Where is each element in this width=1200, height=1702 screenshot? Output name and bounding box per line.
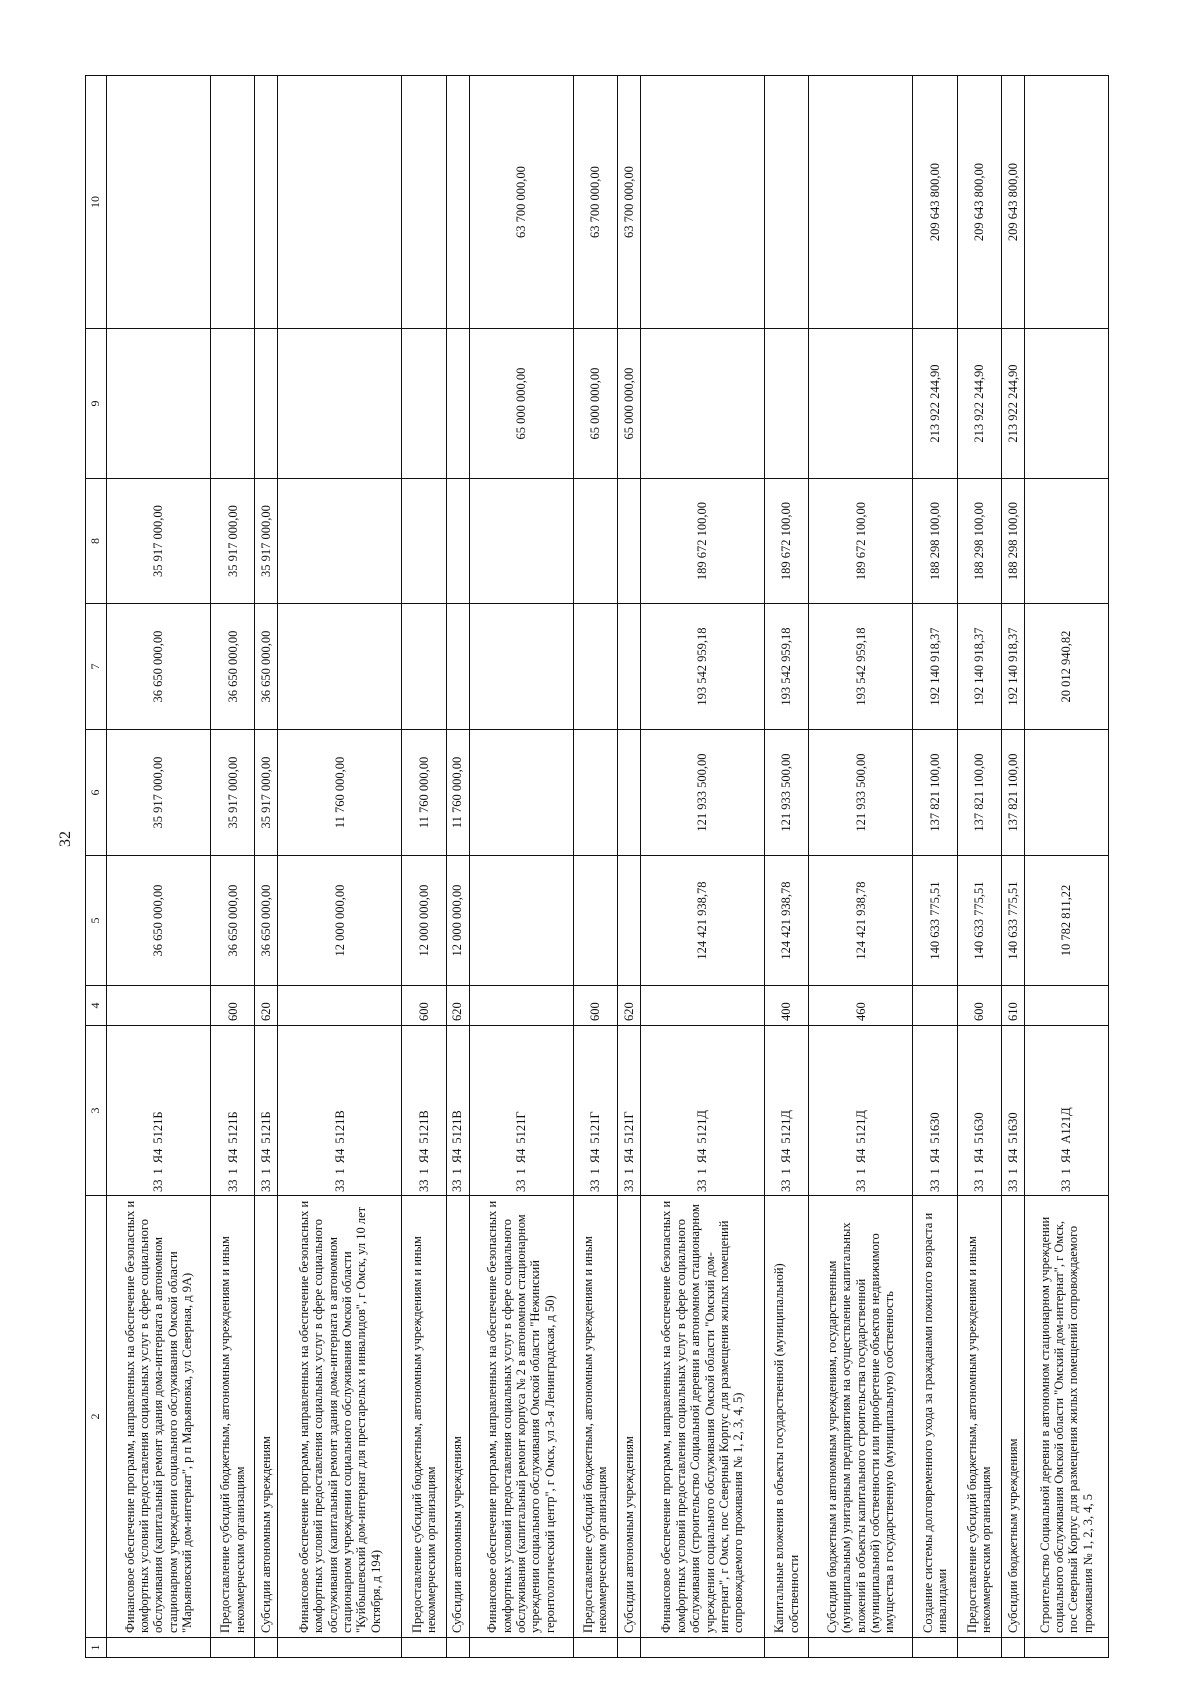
table-row xyxy=(573,76,617,1658)
expense-name-cell: Субсидии бюджетным учреждениям xyxy=(1001,1196,1024,1638)
budget-code-part: 5121Б xyxy=(259,1111,274,1144)
budget-code-part: 1 xyxy=(621,1168,636,1175)
row-index-cell xyxy=(809,1638,913,1658)
amount-cell-c8 xyxy=(402,479,446,604)
table-row xyxy=(617,76,640,1658)
amount-cell-c6: 11 760 000,00 xyxy=(402,730,446,856)
budget-code-part: Я4 xyxy=(1005,1148,1020,1164)
table-row xyxy=(255,76,278,1658)
budget-code-part: 1 xyxy=(151,1168,166,1175)
budget-code-part: Я4 xyxy=(971,1148,986,1164)
budget-code-part: 5121Б xyxy=(225,1111,240,1144)
amount-cell-c5: 124 421 938,78 xyxy=(765,856,809,986)
amount-cell-c10 xyxy=(107,76,211,329)
budget-code-cell xyxy=(107,1026,211,1196)
table-row xyxy=(765,76,809,1658)
amount-cell-c5: 36 650 000,00 xyxy=(107,856,211,986)
row-index-cell xyxy=(957,1638,1001,1658)
amount-cell-c7: 36 650 000,00 xyxy=(107,604,211,730)
amount-cell-c8: 189 672 100,00 xyxy=(765,479,809,604)
expense-type-cell: 600 xyxy=(211,986,255,1026)
amount-cell-c10 xyxy=(402,76,446,329)
table-row xyxy=(640,76,764,1658)
budget-code-part: 1 xyxy=(416,1168,431,1175)
amount-cell-c10: 209 643 800,00 xyxy=(957,76,1001,329)
amount-cell-c6: 35 917 000,00 xyxy=(255,730,278,856)
budget-code-part: 5121Д xyxy=(853,1110,868,1144)
amount-cell-c8 xyxy=(469,479,573,604)
budget-code-part: 5121Г xyxy=(514,1111,529,1144)
amount-cell-c10 xyxy=(640,76,764,329)
expense-name-cell: Предоставление субсидий бюджетным, автономным учреждениям и иным некоммерческим организациям xyxy=(573,1196,617,1638)
budget-code-cell xyxy=(765,1026,809,1196)
amount-cell-c7: 192 140 918,37 xyxy=(957,604,1001,730)
budget-code-part: Я4 xyxy=(927,1148,942,1164)
amount-cell-c10: 209 643 800,00 xyxy=(1001,76,1024,329)
amount-cell-c9 xyxy=(446,329,469,479)
budget-code-part: 1 xyxy=(779,1168,794,1175)
amount-cell-c5 xyxy=(573,856,617,986)
amount-cell-c9 xyxy=(1024,329,1108,479)
budget-code-part: 33 xyxy=(1005,1179,1020,1192)
budget-code-part: 1 xyxy=(971,1168,986,1175)
amount-cell-c8: 35 917 000,00 xyxy=(107,479,211,604)
expense-type-cell: 600 xyxy=(957,986,1001,1026)
expense-type-cell xyxy=(278,986,402,1026)
amount-cell-c6: 121 933 500,00 xyxy=(765,730,809,856)
amount-cell-c9: 65 000 000,00 xyxy=(617,329,640,479)
amount-cell-c5: 124 421 938,78 xyxy=(640,856,764,986)
amount-cell-c10 xyxy=(278,76,402,329)
amount-cell-c8: 188 298 100,00 xyxy=(1001,479,1024,604)
amount-cell-c6: 121 933 500,00 xyxy=(640,730,764,856)
expense-name-cell: Субсидии автономным учреждениям xyxy=(255,1196,278,1638)
amount-cell-c6 xyxy=(617,730,640,856)
budget-code-cell xyxy=(255,1026,278,1196)
table-row xyxy=(809,76,913,1658)
budget-code-part: 33 xyxy=(621,1179,636,1192)
budget-code-part: 51630 xyxy=(971,1112,986,1144)
budget-code-part: 1 xyxy=(853,1168,868,1175)
amount-cell-c6 xyxy=(1024,730,1108,856)
amount-cell-c9 xyxy=(211,329,255,479)
header-cell: 5 xyxy=(86,856,107,986)
amount-cell-c9 xyxy=(765,329,809,479)
amount-cell-c7 xyxy=(469,604,573,730)
header-cell: 6 xyxy=(86,730,107,856)
budget-code-part: 33 xyxy=(151,1179,166,1192)
row-index-cell xyxy=(1024,1638,1108,1658)
row-index-cell xyxy=(640,1638,764,1658)
expense-name-cell: Финансовое обеспечение программ, направленных на обеспечение безопасных и комфортных условий предоставления социальных услуг в сфере социального обслуживания (капитальный ремонт здания дома-интерната в автономном стационарном учреждении социального обслуживания Омской области "Куйбышевский дом-интернат для престарелых и инвалидов", г Омск, ул 10 лет Октября, д 194) xyxy=(278,1196,402,1638)
budget-code-part: 1 xyxy=(588,1168,603,1175)
amount-cell-c7: 20 012 940,82 xyxy=(1024,604,1108,730)
budget-code-cell xyxy=(446,1026,469,1196)
table-row xyxy=(469,76,573,1658)
expense-type-cell xyxy=(1024,986,1108,1026)
amount-cell-c5: 36 650 000,00 xyxy=(211,856,255,986)
expense-name-cell: Финансовое обеспечение программ, направленных на обеспечение безопасных и комфортных условий предоставления социальных услуг в сфере социального обслуживания (капитальный ремонт корпуса № 2 в автономном стационарном учреждении социального обслуживания Омской области "Нежинский геронтологический центр", г Омск, ул 3-я Ленинградская, д 50) xyxy=(469,1196,573,1638)
amount-cell-c9 xyxy=(107,329,211,479)
row-index-cell xyxy=(1001,1638,1024,1658)
amount-cell-c7: 36 650 000,00 xyxy=(255,604,278,730)
amount-cell-c6: 121 933 500,00 xyxy=(809,730,913,856)
amount-cell-c7: 36 650 000,00 xyxy=(211,604,255,730)
row-index-cell xyxy=(469,1638,573,1658)
budget-code-part: Я4 xyxy=(450,1148,465,1164)
amount-cell-c10 xyxy=(765,76,809,329)
amount-cell-c6: 137 821 100,00 xyxy=(957,730,1001,856)
amount-cell-c5: 140 633 775,51 xyxy=(913,856,957,986)
budget-code-part: 33 xyxy=(514,1179,529,1192)
expense-type-cell xyxy=(107,986,211,1026)
budget-code-part: Я4 xyxy=(151,1148,166,1164)
budget-code-part: 5121Г xyxy=(621,1111,636,1144)
amount-cell-c5: 36 650 000,00 xyxy=(255,856,278,986)
budget-code-part: 33 xyxy=(259,1179,274,1192)
budget-code-part: 5121Д xyxy=(779,1110,794,1144)
amount-cell-c7 xyxy=(402,604,446,730)
amount-cell-c10 xyxy=(255,76,278,329)
amount-cell-c9: 213 922 244,90 xyxy=(1001,329,1024,479)
amount-cell-c8: 188 298 100,00 xyxy=(913,479,957,604)
budget-code-part: Я4 xyxy=(779,1148,794,1164)
expense-name-cell: Предоставление субсидий бюджетным, автономным учреждениям и иным некоммерческим организациям xyxy=(211,1196,255,1638)
budget-code-part: 1 xyxy=(1059,1168,1074,1175)
amount-cell-c8: 188 298 100,00 xyxy=(957,479,1001,604)
amount-cell-c9: 213 922 244,90 xyxy=(957,329,1001,479)
row-index-cell xyxy=(573,1638,617,1658)
expense-type-cell: 600 xyxy=(402,986,446,1026)
amount-cell-c10 xyxy=(446,76,469,329)
expense-type-cell: 400 xyxy=(765,986,809,1026)
budget-code-cell xyxy=(640,1026,764,1196)
expense-type-cell: 460 xyxy=(809,986,913,1026)
amount-cell-c10: 63 700 000,00 xyxy=(469,76,573,329)
amount-cell-c9: 65 000 000,00 xyxy=(469,329,573,479)
budget-code-part: Я4 xyxy=(621,1148,636,1164)
budget-code-part: 1 xyxy=(1005,1168,1020,1175)
budget-code-part: 1 xyxy=(259,1168,274,1175)
table-body xyxy=(107,76,1109,1658)
table-row xyxy=(957,76,1001,1658)
budget-code-part: 33 xyxy=(853,1179,868,1192)
expense-name-cell: Субсидии автономным учреждениям xyxy=(617,1196,640,1638)
amount-cell-c6: 11 760 000,00 xyxy=(278,730,402,856)
amount-cell-c6 xyxy=(469,730,573,856)
row-index-cell xyxy=(617,1638,640,1658)
amount-cell-c8: 189 672 100,00 xyxy=(809,479,913,604)
budget-code-part: 33 xyxy=(695,1179,710,1192)
rotated-table-wrapper xyxy=(85,76,1109,1658)
header-cell: 4 xyxy=(86,986,107,1026)
budget-code-part: Я4 xyxy=(332,1148,347,1164)
expense-name-cell: Предоставление субсидий бюджетным, автономным учреждениям и иным некоммерческим организациям xyxy=(402,1196,446,1638)
header-cell: 3 xyxy=(86,1026,107,1196)
amount-cell-c5: 12 000 000,00 xyxy=(278,856,402,986)
amount-cell-c7 xyxy=(617,604,640,730)
amount-cell-c6: 35 917 000,00 xyxy=(211,730,255,856)
amount-cell-c10: 63 700 000,00 xyxy=(617,76,640,329)
budget-code-part: Я4 xyxy=(1059,1148,1074,1164)
amount-cell-c10 xyxy=(211,76,255,329)
amount-cell-c6: 35 917 000,00 xyxy=(107,730,211,856)
amount-cell-c8: 35 917 000,00 xyxy=(211,479,255,604)
budget-code-part: 33 xyxy=(450,1179,465,1192)
header-cell: 7 xyxy=(86,604,107,730)
budget-code-part: 33 xyxy=(1059,1179,1074,1192)
amount-cell-c5: 12 000 000,00 xyxy=(446,856,469,986)
table-row xyxy=(1001,76,1024,1658)
budget-code-part: 33 xyxy=(416,1179,431,1192)
amount-cell-c9 xyxy=(278,329,402,479)
budget-code-part: 1 xyxy=(927,1168,942,1175)
header-cell: 1 xyxy=(86,1638,107,1658)
amount-cell-c8: 189 672 100,00 xyxy=(640,479,764,604)
amount-cell-c7 xyxy=(573,604,617,730)
expense-name-cell: Финансовое обеспечение программ, направленных на обеспечение безопасных и комфортных условий предоставления социальных услуг в сфере социального обслуживания (строительство Социальной деревни в автономном стационарном учреждении социального обслуживания Омской области "Омский дом-интернат", г Омск, пос Северный Корпус для размещения жилых помещений сопровождаемого проживания № 1, 2, 3, 4, 5) xyxy=(640,1196,764,1638)
budget-code-part: 5121В xyxy=(416,1110,431,1144)
amount-cell-c8 xyxy=(617,479,640,604)
expense-type-cell: 620 xyxy=(255,986,278,1026)
amount-cell-c9 xyxy=(640,329,764,479)
budget-code-cell xyxy=(469,1026,573,1196)
header-cell: 8 xyxy=(86,479,107,604)
budget-code-part: 5121Б xyxy=(151,1111,166,1144)
budget-code-part: 1 xyxy=(332,1168,347,1175)
budget-code-part: Я4 xyxy=(514,1148,529,1164)
header-row xyxy=(86,76,107,1658)
budget-code-part: 5121Д xyxy=(695,1110,710,1144)
row-index-cell xyxy=(278,1638,402,1658)
budget-code-cell xyxy=(211,1026,255,1196)
amount-cell-c7 xyxy=(446,604,469,730)
budget-code-part: 1 xyxy=(450,1168,465,1175)
amount-cell-c5: 12 000 000,00 xyxy=(402,856,446,986)
budget-code-part: 33 xyxy=(332,1179,347,1192)
amount-cell-c9 xyxy=(809,329,913,479)
budget-code-part: 5121В xyxy=(332,1110,347,1144)
budget-code-cell xyxy=(913,1026,957,1196)
budget-code-part: 5121Г xyxy=(588,1111,603,1144)
expense-type-cell: 610 xyxy=(1001,986,1024,1026)
row-index-cell xyxy=(913,1638,957,1658)
header-cell: 9 xyxy=(86,329,107,479)
amount-cell-c5: 124 421 938,78 xyxy=(809,856,913,986)
budget-code-part: 1 xyxy=(514,1168,529,1175)
amount-cell-c6: 137 821 100,00 xyxy=(1001,730,1024,856)
budget-code-part: 5121В xyxy=(450,1110,465,1144)
table-row xyxy=(1024,76,1108,1658)
amount-cell-c5 xyxy=(469,856,573,986)
amount-cell-c8 xyxy=(278,479,402,604)
amount-cell-c6 xyxy=(573,730,617,856)
amount-cell-c10 xyxy=(1024,76,1108,329)
table-row xyxy=(107,76,211,1658)
header-cell: 2 xyxy=(86,1196,107,1638)
budget-code-part: 1 xyxy=(695,1168,710,1175)
expense-name-cell: Финансовое обеспечение программ, направленных на обеспечение безопасных и комфортных условий предоставления социальных услуг в сфере социального обслуживания (капитальный ремонт здания дома-интерната в автономном стационарном учреждении социального обслуживания Омской области "Марьяновский дом-интернат", р п Марьяновка, ул Северная, д 9А) xyxy=(107,1196,211,1638)
budget-code-part: 33 xyxy=(971,1179,986,1192)
budget-code-part: 33 xyxy=(588,1179,603,1192)
budget-code-part: 1 xyxy=(225,1168,240,1175)
amount-cell-c5: 10 782 811,22 xyxy=(1024,856,1108,986)
budget-code-cell xyxy=(278,1026,402,1196)
amount-cell-c10: 63 700 000,00 xyxy=(573,76,617,329)
table-row xyxy=(913,76,957,1658)
budget-code-cell xyxy=(573,1026,617,1196)
budget-code-part: 51630 xyxy=(1005,1112,1020,1144)
row-index-cell xyxy=(446,1638,469,1658)
amount-cell-c6: 137 821 100,00 xyxy=(913,730,957,856)
row-index-cell xyxy=(211,1638,255,1658)
amount-cell-c7: 193 542 959,18 xyxy=(765,604,809,730)
expense-name-cell: Субсидии бюджетным и автономным учреждениям, государственным (муниципальным) унитарным предприятиям на осуществление капитальных вложений в объекты капитального строительства государственной (муниципальной) собственности или приобретение объектов недвижимого имущества в государственную (муниципальную) собственность xyxy=(809,1196,913,1638)
table-row xyxy=(278,76,402,1658)
budget-code-cell xyxy=(402,1026,446,1196)
budget-code-part: Я4 xyxy=(416,1148,431,1164)
row-index-cell xyxy=(255,1638,278,1658)
budget-code-cell xyxy=(957,1026,1001,1196)
budget-code-part: 33 xyxy=(779,1179,794,1192)
row-index-cell xyxy=(107,1638,211,1658)
expense-type-cell xyxy=(640,986,764,1026)
expense-name-cell: Капитальные вложения в объекты государственной (муниципальной) собственности xyxy=(765,1196,809,1638)
amount-cell-c5: 140 633 775,51 xyxy=(1001,856,1024,986)
amount-cell-c8 xyxy=(573,479,617,604)
budget-code-part: 51630 xyxy=(927,1112,942,1144)
expense-type-cell: 600 xyxy=(573,986,617,1026)
amount-cell-c9 xyxy=(255,329,278,479)
budget-code-cell xyxy=(617,1026,640,1196)
expense-type-cell: 620 xyxy=(617,986,640,1026)
amount-cell-c5: 140 633 775,51 xyxy=(957,856,1001,986)
row-index-cell xyxy=(402,1638,446,1658)
budget-code-part: А121Д xyxy=(1059,1107,1074,1144)
table-row xyxy=(211,76,255,1658)
budget-code-part: Я4 xyxy=(695,1148,710,1164)
amount-cell-c8 xyxy=(446,479,469,604)
expense-type-cell xyxy=(469,986,573,1026)
row-index-cell xyxy=(765,1638,809,1658)
amount-cell-c9: 213 922 244,90 xyxy=(913,329,957,479)
amount-cell-c7: 193 542 959,18 xyxy=(809,604,913,730)
budget-code-part: Я4 xyxy=(588,1148,603,1164)
page-number: 32 xyxy=(57,831,74,847)
amount-cell-c10: 209 643 800,00 xyxy=(913,76,957,329)
budget-table xyxy=(85,75,1109,1658)
expense-name-cell: Предоставление субсидий бюджетным, автономным учреждениям и иным некоммерческим организациям xyxy=(957,1196,1001,1638)
amount-cell-c9 xyxy=(402,329,446,479)
budget-code-part: 33 xyxy=(225,1179,240,1192)
budget-code-part: Я4 xyxy=(259,1148,274,1164)
header-cell: 10 xyxy=(86,76,107,329)
table-row xyxy=(446,76,469,1658)
budget-code-cell xyxy=(1001,1026,1024,1196)
amount-cell-c7: 193 542 959,18 xyxy=(640,604,764,730)
budget-code-cell xyxy=(1024,1026,1108,1196)
budget-code-part: Я4 xyxy=(853,1148,868,1164)
amount-cell-c5 xyxy=(617,856,640,986)
amount-cell-c7: 192 140 918,37 xyxy=(913,604,957,730)
amount-cell-c6: 11 760 000,00 xyxy=(446,730,469,856)
amount-cell-c8: 35 917 000,00 xyxy=(255,479,278,604)
expense-name-cell: Строительство Социальной деревни в автономном стационарном учреждении социального обслуживания Омской области "Омский дом-интернат", г Омск, пос Северный Корпус для размещения жилых помещений сопровождаемого проживания № 1, 2, 3, 4, 5 xyxy=(1024,1196,1108,1638)
amount-cell-c8 xyxy=(1024,479,1108,604)
amount-cell-c7: 192 140 918,37 xyxy=(1001,604,1024,730)
budget-code-part: Я4 xyxy=(225,1148,240,1164)
amount-cell-c9: 65 000 000,00 xyxy=(573,329,617,479)
amount-cell-c10 xyxy=(809,76,913,329)
expense-type-cell: 620 xyxy=(446,986,469,1026)
expense-name-cell: Создание системы долговременного ухода за гражданами пожилого возраста и инвалидами xyxy=(913,1196,957,1638)
budget-code-cell xyxy=(809,1026,913,1196)
expense-type-cell xyxy=(913,986,957,1026)
table-row xyxy=(402,76,446,1658)
budget-code-part: 33 xyxy=(927,1179,942,1192)
amount-cell-c7 xyxy=(278,604,402,730)
expense-name-cell: Субсидии автономным учреждениям xyxy=(446,1196,469,1638)
